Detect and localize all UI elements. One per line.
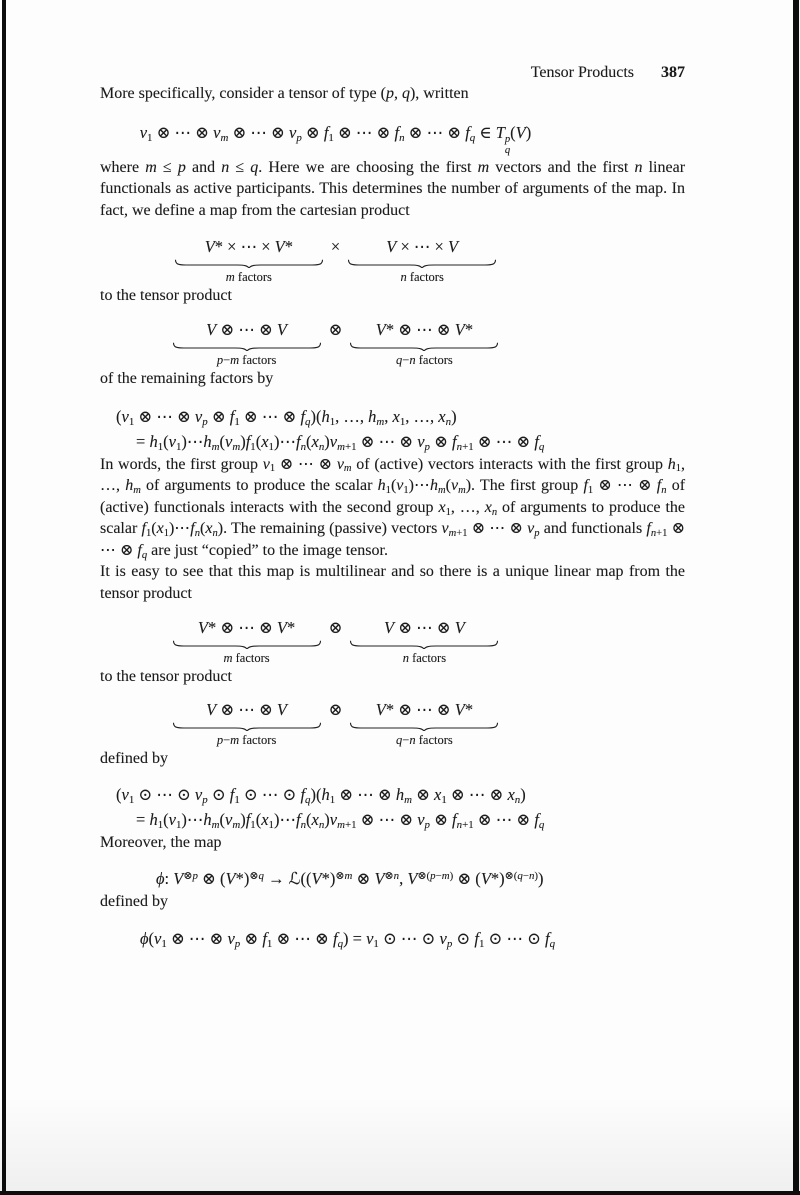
underbrace-icon (172, 342, 322, 351)
underbrace-icon (349, 342, 499, 351)
underbrace-group-vector-cartesian (347, 236, 497, 285)
underbrace-label: q−n factors (396, 352, 453, 367)
paragraph-to-tensor-product-1: to the tensor product (100, 287, 232, 305)
underbrace-icon (347, 259, 497, 268)
paragraph-where: where m ≤ p and n ≤ q. Here we are choosing the first m vectors and the first n linear functionals as active participants. This determines the number of arguments of the map. In fact, we define a map from the cartesian product (100, 158, 686, 219)
underbrace-group-dual-source (172, 617, 322, 666)
underbrace-label: m factors (225, 270, 272, 285)
equation-line-2: = $h_1(v_1)\cdots h_m(v_m)f_1(x_1)\cdots f_n(x_n)v_{m+1}$ ⊗ ⋯ ⊗ $v_p$ ⊗ $f_{n+1}$ ⊗ ⋯ ⊗ $f_q$ (136, 809, 545, 831)
page-curl-shadow (0, 1096, 800, 1191)
underbrace-icon (174, 259, 324, 268)
product-operator: × (330, 237, 341, 257)
equation-line-2: = $h_1(v_1)\cdots h_m(v_m)f_1(x_1)\cdots f_n(x_n)v_{m+1}$ ⊗ ⋯ ⊗ $v_p$ ⊗ $f_{n+1}$ ⊗ ⋯ ⊗ $f_q$ (136, 431, 545, 453)
braced-expression: V ⊗ ⋯ ⊗ V (206, 700, 287, 720)
equation-tensor-target-1 (43, 319, 628, 368)
underbrace-label: p−m factors (216, 352, 277, 367)
underbrace-group-dual-tensor (349, 319, 499, 368)
equation-tensor-target-2 (43, 699, 628, 748)
braced-expression: V ⊗ ⋯ ⊗ V (206, 319, 287, 339)
equation-dual-source (43, 617, 628, 666)
paragraph-in-words: In words, the first group $v_1$ ⊗ ⋯ ⊗ $v_m$ of (active) vectors interacts with the first group $h_1$, …, $h_m$ of arguments to produce the scalar $h_1(v_1)\cdots h_m(v_m)$. The first group $f_1$ ⊗ ⋯ ⊗ $f_n$ of (active) functionals interacts with the second group $x_1$, …, $x_n$ of arguments to produce the scalar $f_1(x_1)\cdots f_n(x_n)$. The remaining (passive) vectors $v_{m+1}$ ⊗ ⋯ ⊗ $v_p$ and functionals $f_{n+1}$ ⊗ ⋯ ⊗ $f_q$ are just “copied” to the image tensor. (100, 455, 686, 561)
page-number: 387 (661, 64, 685, 81)
underbrace-icon (172, 722, 322, 731)
scan-edge-left (2, 0, 6, 1195)
paragraph-remaining-factors: of the remaining factors by (100, 369, 274, 387)
equation-phi-definition: $\phi(v_1$ ⊗ ⋯ ⊗ $v_p$ ⊗ $f_1$ ⊗ ⋯ ⊗ $f_q) = v_1$ ⊙ ⋯ ⊙ $v_p$ ⊙ $f_1$ ⊙ ⋯ ⊙ $f_q$ (140, 929, 556, 951)
underbrace-icon (349, 640, 499, 649)
paragraph-intro: More specifically, consider a tensor of type (p, q), written (100, 85, 469, 102)
paragraph-to-tensor-product-2: to the tensor product (100, 667, 232, 685)
tensor-operator: ⊗ (328, 319, 343, 339)
scan-edge-bottom (0, 1191, 800, 1195)
tensor-operator: ⊗ (328, 700, 343, 720)
underbrace-group-dual-tensor (349, 699, 499, 748)
underbrace-group-vector-tensor (172, 319, 322, 368)
underbrace-label: q−n factors (396, 733, 453, 748)
braced-expression: V ⊗ ⋯ ⊗ V (383, 617, 465, 637)
paragraph-easy-to-see: It is easy to see that this map is multilinear and so there is a unique linear map from the tensor product (100, 563, 685, 603)
underbrace-group-dual-cartesian (174, 236, 324, 285)
braced-expression: V* ⊗ ⋯ ⊗ V* (197, 617, 296, 637)
braced-expression: V* × ⋯ × V* (204, 237, 293, 257)
page-content (100, 0, 685, 951)
underbrace-label: n factors (400, 270, 444, 285)
equation-cartesian-product (43, 236, 628, 285)
underbrace-icon (172, 640, 322, 649)
paragraph-moreover: Moreover, the map (100, 833, 222, 851)
running-header (100, 0, 685, 83)
underbrace-label: n factors (402, 650, 447, 665)
underbrace-label: m factors (223, 650, 270, 665)
equation-tensor-type: $v_1$ ⊗ ⋯ ⊗ $v_m$ ⊗ ⋯ ⊗ $v_p$ ⊗ $f_1$ ⊗ ⋯ ⊗ $f_n$ ⊗ ⋯ ⊗ $f_q$ ∈ T p q (V) (139, 122, 532, 156)
underbrace-icon (349, 722, 499, 731)
underbrace-group-vector-tensor (172, 699, 322, 748)
equation-phi-map: ϕ: $V^{\otimes p}$ ⊗ $(V*)^{\otimes q}$ → $ℒ((V*)^{\otimes m}$ ⊗ $V^{\otimes n}$, $V^{\otimes(p-m)}$ ⊗ $(V*)^{\otimes(q-n)}$) (156, 869, 544, 889)
braced-expression: V* ⊗ ⋯ ⊗ V* (375, 700, 474, 720)
underbrace-label: p−m factors (216, 733, 277, 748)
equation-map-action (100, 404, 685, 454)
equation-symmetric-action (100, 782, 685, 832)
paragraph-defined-by-1: defined by (100, 750, 168, 768)
braced-expression: V* ⊗ ⋯ ⊗ V* (375, 319, 474, 339)
running-title: Tensor Products (530, 64, 634, 81)
scan-edge-right (793, 0, 799, 1195)
equation-line-1: ($v_1$ ⊙ ⋯ ⊙ $v_p$ ⊙ $f_1$ ⊙ ⋯ ⊙ $f_q)(h_1$ ⊗ ⋯ ⊗ $h_m$ ⊗ $x_1$ ⊗ ⋯ ⊗ $x_n$) (116, 784, 526, 806)
equation-line-1: ($v_1$ ⊗ ⋯ ⊗ $v_p$ ⊗ $f_1$ ⊗ ⋯ ⊗ $f_q)(h_1$, …, $h_m$, $x_1$, …, $x_n$) (116, 406, 457, 428)
braced-expression: V × ⋯ × V (386, 237, 459, 257)
tensor-operator: ⊗ (328, 617, 343, 637)
paragraph-defined-by-2: defined by (100, 893, 168, 911)
underbrace-group-vector-source (349, 617, 499, 666)
